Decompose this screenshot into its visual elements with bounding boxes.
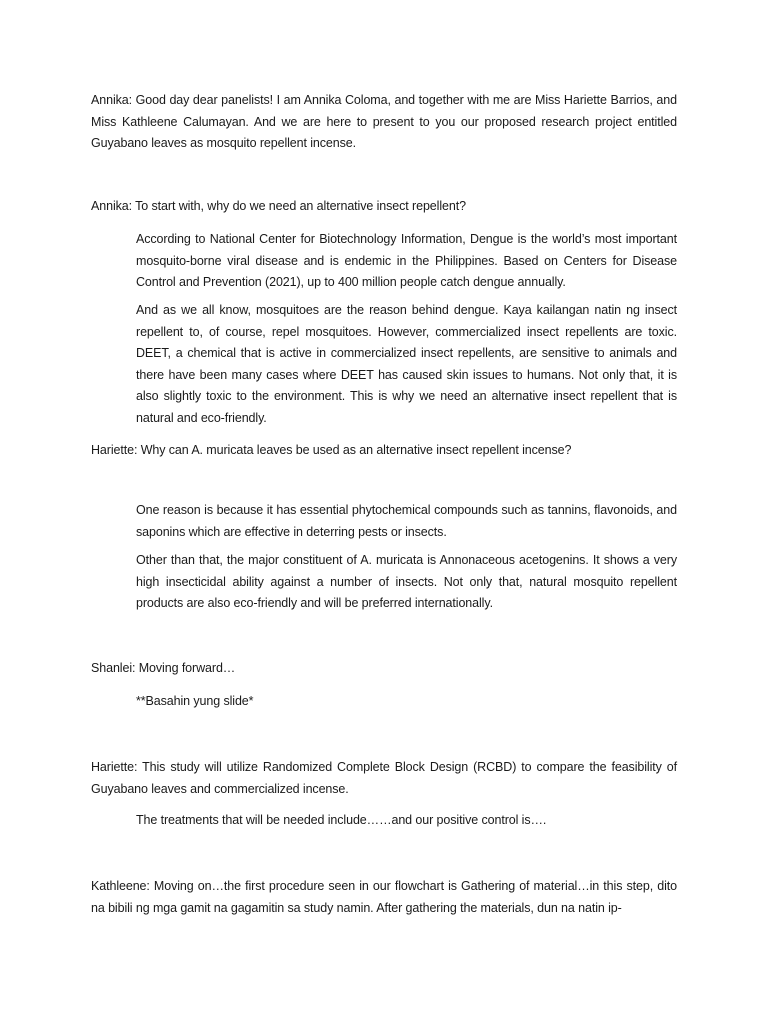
paragraph-annika-question: Annika: To start with, why do we need an alternative insect repellent?: [91, 199, 466, 213]
paragraph-deet-toxicity: And as we all know, mosquitoes are the reason behind dengue. Kaya kailangan natin ng insect repellent to, of course, repel mosquitoes. However, commercialized insect repellents are toxic. DEET, a chemical that is active in commercialized insect repellents, are sensitive to animals and there have been many cases where DEET has caused skin issues to humans. Not only that, it is also slightly toxic to the environment. This is why we need an alternative insect repellent that is natural and eco-friendly.: [136, 303, 677, 425]
paragraph-annika-intro: Annika: Good day dear panelists! I am Annika Coloma, and together with me are Miss Hariette Barrios, and Miss Kathleene Calumayan. And we are here to present to you our proposed research project entitled Guyabano leaves as mosquito repellent incense.: [91, 93, 677, 150]
paragraph-kathleene: Kathleene: Moving on…the first procedure seen in our flowchart is Gathering of material…in this step, dito na bibili ng mga gamit na gagamitin sa study namin. After gathering the materials, dun na natin ip-: [91, 879, 677, 915]
paragraph-hariette-question: Hariette: Why can A. muricata leaves be used as an alternative insect repellent incense?: [91, 443, 572, 457]
paragraph-slide-note: **Basahin yung slide*: [136, 694, 254, 708]
paragraph-treatments: The treatments that will be needed include……and our positive control is….: [136, 813, 547, 827]
paragraph-acetogenins: Other than that, the major constituent of A. muricata is Annonaceous acetogenins. It shows a very high insecticidal ability against a number of insects. Not only that, natural mosquito repellent products are also eco-friendly and will be preferred internationally.: [136, 553, 677, 610]
paragraph-dengue-facts: According to National Center for Biotechnology Information, Dengue is the world’s most important mosquito-borne viral disease and is endemic in the Philippines. Based on Centers for Disease Control and Prevention (2021), up to 400 million people catch dengue annually.: [136, 232, 677, 289]
paragraph-phytochemicals: One reason is because it has essential phytochemical compounds such as tannins, flavonoids, and saponins which are effective in deterring pests or insects.: [136, 503, 677, 539]
paragraph-shanlei: Shanlei: Moving forward…: [91, 661, 236, 675]
paragraph-rcbd: Hariette: This study will utilize Randomized Complete Block Design (RCBD) to compare the feasibility of Guyabano leaves and commercialized incense.: [91, 760, 677, 796]
